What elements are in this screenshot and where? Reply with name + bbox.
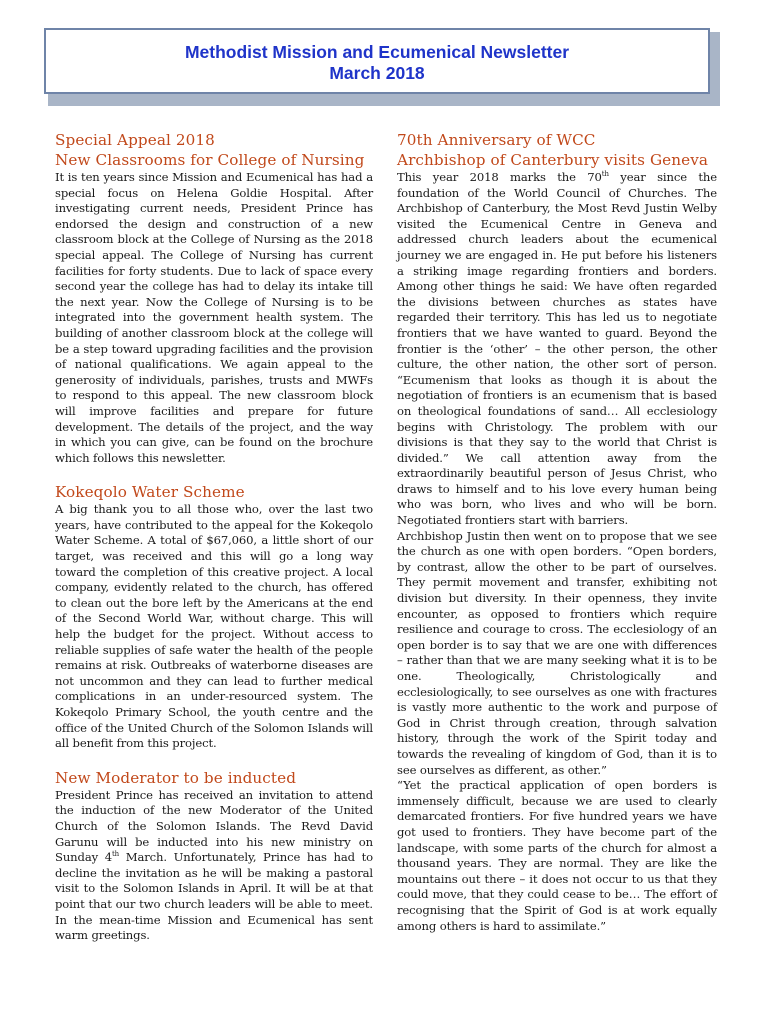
- newsletter-title: Methodist Mission and Ecumenical Newsletter: [184, 42, 570, 62]
- ordinal-suffix: th: [601, 170, 609, 178]
- water-scheme-heading: Kokeqolo Water Scheme: [55, 483, 245, 502]
- wcc-p1-start: This year 2018 marks the 70: [397, 170, 602, 184]
- ordinal-suffix: th: [111, 850, 120, 859]
- wcc-paragraph-2: Archbishop Justin then went on to propose that we see the church as one with open borders. “Open borders, by contrast, allow the other to be part of ourselves. They permit movement and transfer, exhibiting not division but diversity. In their openness, they invite encounter, as opposed to frontiers which require resilience and courage to cross. The ecclesiology of an open border is to say that we are one with differences – rather than that we are many seeking what it is to be one. Theologically, Christologically and ecclesiologically, to see ourselves as one with fractures is vastly more authentic to the work and purpose of God in Christ through creation, through salvation history, through the work of the Spirit today and towards the revealing of kingdom of God, than it is to see ourselves as different, as other.”: [397, 528, 717, 777]
- wcc-p1-end: year since the foundation of the World Council of Churches. The Archbishop of Canterbury, the Most Revd Justin Welby visited the Ecumenical Centre in Geneva and addressed church leaders about the ecumenical journey we are engaged in. He put before his listeners a striking image regarding frontiers and borders. Among other things he said: We have often regarded the divisions between churches as states have regarded their territory. This has led us to negotiate frontiers that we have wanted to guard. Beyond the frontier is the ‘other’ – the other person, the other culture, the other nation, the other sort of person. “Ecumenism that looks as though it is about the negotiation of frontiers is an ecumenism that is based on theological foundations of sand… All ecclesiology begins with Christology. The problem with our divisions is that they say to the world that Christ is divided.” We call attention away from the extraordinarily beautiful person of Jesus Christ, who draws to himself and to his love every human being who was born, who lives and who will be born. Negotiated frontiers start with barriers.: [397, 170, 718, 528]
- newsletter-date: March 2018: [329, 63, 425, 83]
- special-appeal-body: It is ten years since Mission and Ecumenical has had a special focus on Helena Goldie Hospital. After investigating current needs, President Prince has endorsed the design and construction of a new classroom block at the College of Nursing as the 2018 special appeal. The College of Nursing has current facilities for forty students. Due to lack of space every second year the college has had to delay its intake till the next year. Now the College of Nursing is to be integrated into the government health system. The building of another classroom block at the college will be a step toward upgrading facilities and the provision of national qualifications. We again appeal to the generosity of individuals, parishes, trusts and MWFs to respond to this appeal. The new classroom block will improve facilities and prepare for future development. The details of the project, and the way in which you can give, can be found on the brochure which follows this newsletter.: [55, 170, 373, 465]
- moderator-body-end: March. Unfortunately, Prince has had to decline the invitation as he will be making a pastoral visit to the Solomon Islands in April. It will be at that point that our two church leaders will be able to meet. In the mean-time Mission and Ecumenical has sent warm greetings.: [55, 850, 373, 943]
- water-scheme-body: A big thank you to all those who, over the last two years, have contributed to the appeal for the Kokeqolo Water Scheme. A total of $67,060, a little short of our target, was received and this will go a long way toward the completion of this creative project. A local company, evidently related to the church, has offered to clean out the bore left by the Americans at the end of the Second World War, without charge. This will help the budget for the project. Without access to reliable supplies of safe water the health of the people remains at risk. Outbreaks of waterborne diseases are not uncommon and they can lead to further medical complications in an under-resourced system. The Kokeqolo Primary School, the youth centre and the office of the United Church of the Solomon Islands will all benefit from this project.: [55, 502, 373, 751]
- left-column: [55, 130, 373, 944]
- moderator-body: [55, 788, 373, 944]
- wcc-heading: 70th Anniversary of WCC: [397, 131, 596, 149]
- moderator-article: [55, 768, 373, 944]
- special-appeal-heading: Special Appeal 2018: [55, 131, 215, 149]
- moderator-heading: New Moderator to be inducted: [55, 768, 297, 787]
- water-scheme-article: [55, 482, 373, 752]
- right-column: [397, 130, 717, 934]
- special-appeal-subheading: New Classrooms for College of Nursing: [55, 151, 365, 169]
- wcc-subheading: Archbishop of Canterbury visits Geneva: [397, 151, 709, 169]
- moderator-body-start: President Prince has received an invitation to attend the induction of the new Moderator of the United Church of the Solomon Islands. The Revd David Garunu will be inducted into his new ministry on Sunday 4: [55, 787, 373, 865]
- special-appeal-article: [55, 130, 373, 466]
- wcc-paragraph-3: “Yet the practical application of open borders is immensely difficult, because we are used to clearly demarcated frontiers. For five hundred years we have got used to frontiers. They have become part of the landscape, with some parts of the church for almost a thousand years. They are normal. They are like the mountains out there – it does not occur to us that they could move, that they could cease to be… The effort of recognising that the Spirit of God is at work equally among others is hard to assimilate.”: [397, 778, 717, 933]
- wcc-paragraph-1: [397, 170, 717, 529]
- newsletter-header: [44, 28, 710, 94]
- wcc-article: [397, 130, 717, 934]
